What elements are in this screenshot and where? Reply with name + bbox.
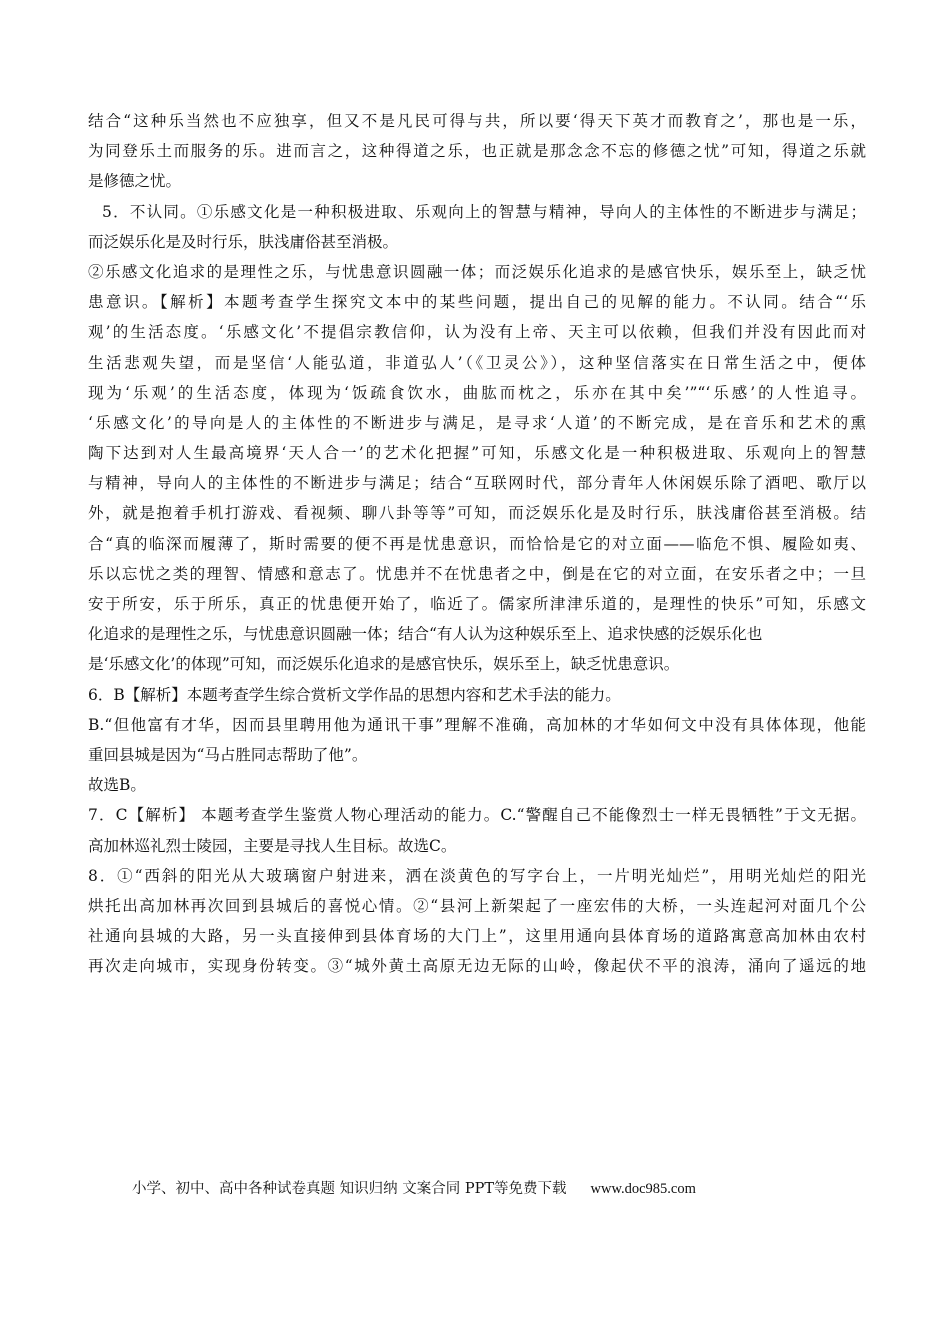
text-line: 生活悲观失望，而是坚信‘人能弘道，非道弘人’（《卫灵公》），这种坚信落实在日常生活之中，便体 (88, 353, 866, 372)
text-line: 与精神，导向人的主体性的不断进步与满足；结合“互联网时代，部分青年人休闲娱乐除了酒吧、歌厅以 (88, 474, 866, 493)
text-line: 结合“这种乐当然也不应独享，但又不是凡民可得与共，所以要‘得天下英才而教育之’，那也是一乐， (88, 112, 866, 130)
text-line: 合“真的临深而履薄了，斯时需要的便不再是忧患意识，而恰恰是它的对立面——临危不惧、履险如夷、 (88, 534, 866, 553)
document-body (88, 106, 866, 981)
text-line: 乐以忘忧之类的理智、情感和意志了。忧患并不在忧患者之中，倒是在它的对立面，在安乐者之中；一旦 (88, 564, 866, 583)
text-line: 7．C【解析】 本题考查学生鉴赏人物心理活动的能力。C.“警醒自己不能像烈士一样无畏牺牲”于文无据。 (88, 806, 866, 825)
text-line: ②乐感文化追求的是理性之乐，与忧患意识圆融一体；而泛娱乐化追求的是感官快乐，娱乐至上，缺乏忧 (88, 262, 866, 281)
footer-site-link[interactable]: www.doc985.com (590, 1181, 696, 1197)
text-line: 陶下达到对人生最高境界‘天人合一’的艺术化把握”可知，乐感文化是一种积极进取、乐观向上的智慧 (88, 444, 866, 463)
text-line: 观’的生活态度。‘乐感文化’不提倡宗教信仰，认为没有上帝、天主可以依赖，但我们并没有因此而对 (88, 323, 866, 342)
text-line: 是‘乐感文化’的体现”可知，而泛娱乐化追求的是感官快乐，娱乐至上，缺乏忧患意识。 (88, 655, 680, 674)
text-line: 安于所安，乐于所乐，真正的忧患便开始了，临近了。儒家所津津乐道的，是理性的快乐”可知，乐感文 (88, 595, 866, 613)
text-line: 而泛娱乐化是及时行乐，肤浅庸俗甚至消极。 (88, 232, 399, 251)
text-line: 化追求的是理性之乐，与忧患意识圆融一体；结合“有人认为这种娱乐至上、追求快感的泛娱乐化也 (88, 625, 763, 644)
text-line: 社通向县城的大路，另一头直接伸到县体育场的大门上”，这里用通向县体育场的道路寓意高加林由农村 (88, 927, 866, 946)
text-line: 8．①“西斜的阳光从大玻璃窗户射进来，洒在淡黄色的写字台上，一片明光灿烂”，用明光灿烂的阳光 (88, 866, 866, 885)
text-line: 现为‘乐观’的生活态度，体现为‘饭疏食饮水，曲肱而枕之，乐亦在其中矣’”“‘乐感’的人性追寻。 (88, 383, 866, 402)
footer-text: 小学、初中、高中各种试卷真题 知识归纳 文案合同 PPT等免费下载 (132, 1181, 567, 1197)
text-line: 重回县城是因为“马占胜同志帮助了他”。 (88, 745, 368, 764)
text-line: 是修德之忧。 (88, 172, 182, 191)
text-line: 外，就是抱着手机打游戏、看视频、聊八卦等等”可知，而泛娱乐化是及时行乐，肤浅庸俗甚至消极。结 (88, 504, 866, 523)
text-line: 再次走向城市，实现身份转变。③“城外黄土高原无边无际的山岭，像起伏不平的浪涛，涌向了遥远的地 (88, 957, 866, 976)
page-footer (132, 1177, 832, 1198)
text-line: B.“但他富有才华，因而县里聘用他为通讯干事”理解不准确，高加林的才华如何文中没有具体体现，他能 (88, 715, 866, 734)
text-line: ‘乐感文化’的导向是人的主体性的不断进步与满足，是寻求‘人道’的不断完成，是在音乐和艺术的熏 (88, 413, 866, 432)
text-line: 患意识。【解析】本题考查学生探究文本中的某些问题，提出自己的见解的能力。不认同。结合“‘乐 (88, 293, 866, 312)
text-line: 烘托出高加林再次回到县城后的喜悦心情。②“县河上新架起了一座宏伟的大桥，一头连起河对面几个公 (88, 896, 866, 915)
text-line: 高加林巡礼烈士陵园，主要是寻找人生目标。故选C。 (88, 836, 457, 855)
text-line: 5．不认同。①乐感文化是一种积极进取、乐观向上的智慧与精神，导向人的主体性的不断进步与满足； (102, 202, 866, 221)
text-line: 为同登乐土而服务的乐。进而言之，这种得道之乐，也正就是那念念不忘的修德之忧”可知，得道之乐就 (88, 142, 866, 161)
text-line: 故选B。 (88, 776, 146, 795)
text-line: 6．B【解析】本题考查学生综合赏析文学作品的思想内容和艺术手法的能力。 (88, 685, 621, 704)
